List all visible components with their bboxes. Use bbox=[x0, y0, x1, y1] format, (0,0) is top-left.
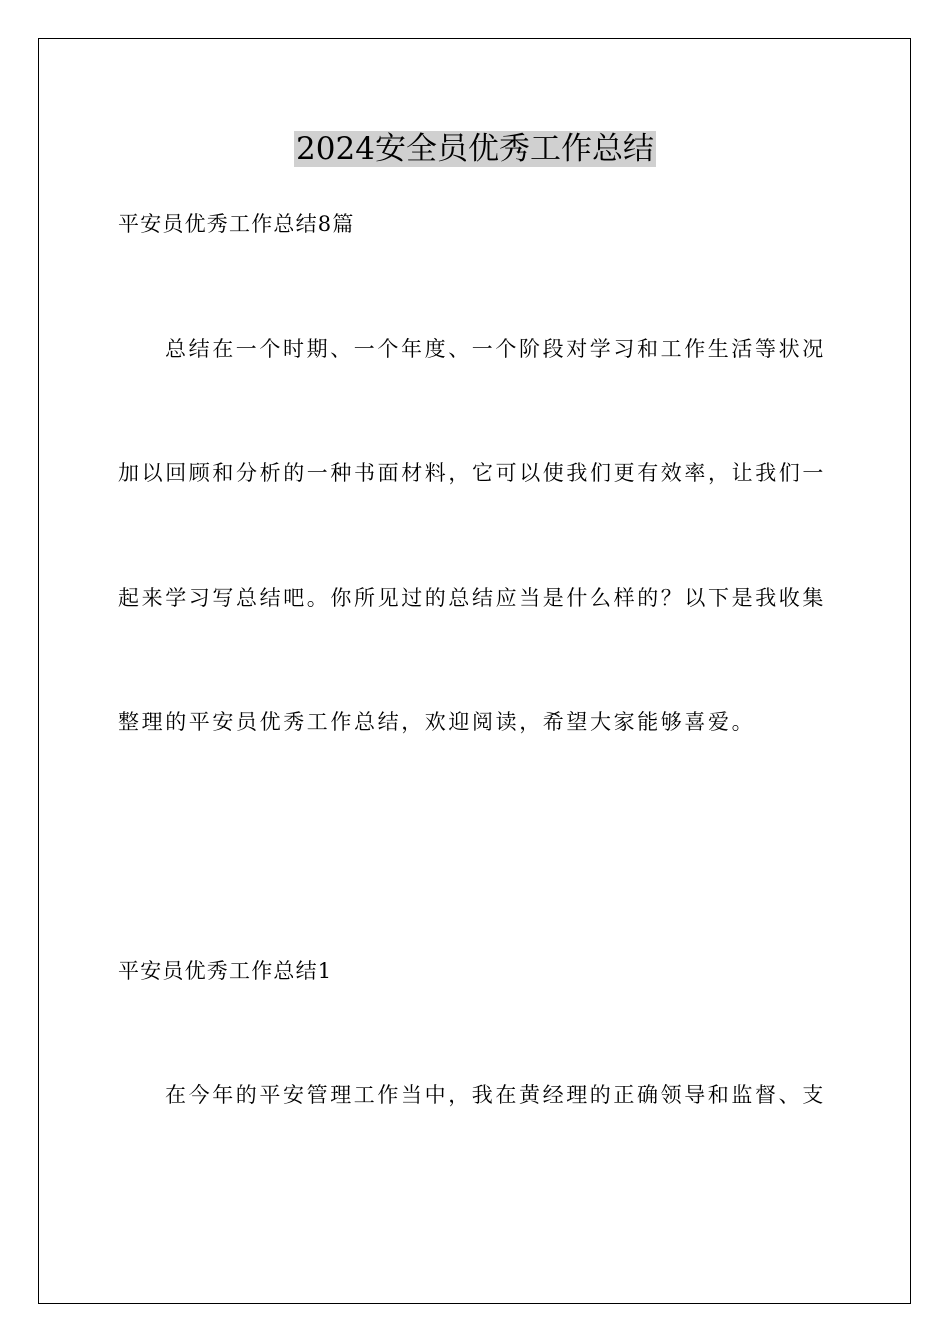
document-title-text: 2024安全员优秀工作总结 bbox=[296, 131, 654, 167]
intro-line-4: 整理的平安员优秀工作总结，欢迎阅读，希望大家能够喜爱。 bbox=[118, 710, 756, 734]
section-heading: 平安员优秀工作总结1 bbox=[118, 959, 333, 983]
document-subtitle: 平安员优秀工作总结8篇 bbox=[118, 212, 355, 236]
document-title bbox=[0, 128, 950, 170]
section-line-1: 在今年的平安管理工作当中，我在黄经理的正确领导和监督、支 bbox=[165, 1083, 826, 1107]
intro-line-2: 加以回顾和分析的一种书面材料，它可以使我们更有效率，让我们一 bbox=[118, 461, 826, 485]
intro-line-3: 起来学习写总结吧。你所见过的总结应当是什么样的？以下是我收集 bbox=[118, 586, 826, 610]
intro-line-1: 总结在一个时期、一个年度、一个阶段对学习和工作生活等状况 bbox=[165, 337, 826, 361]
